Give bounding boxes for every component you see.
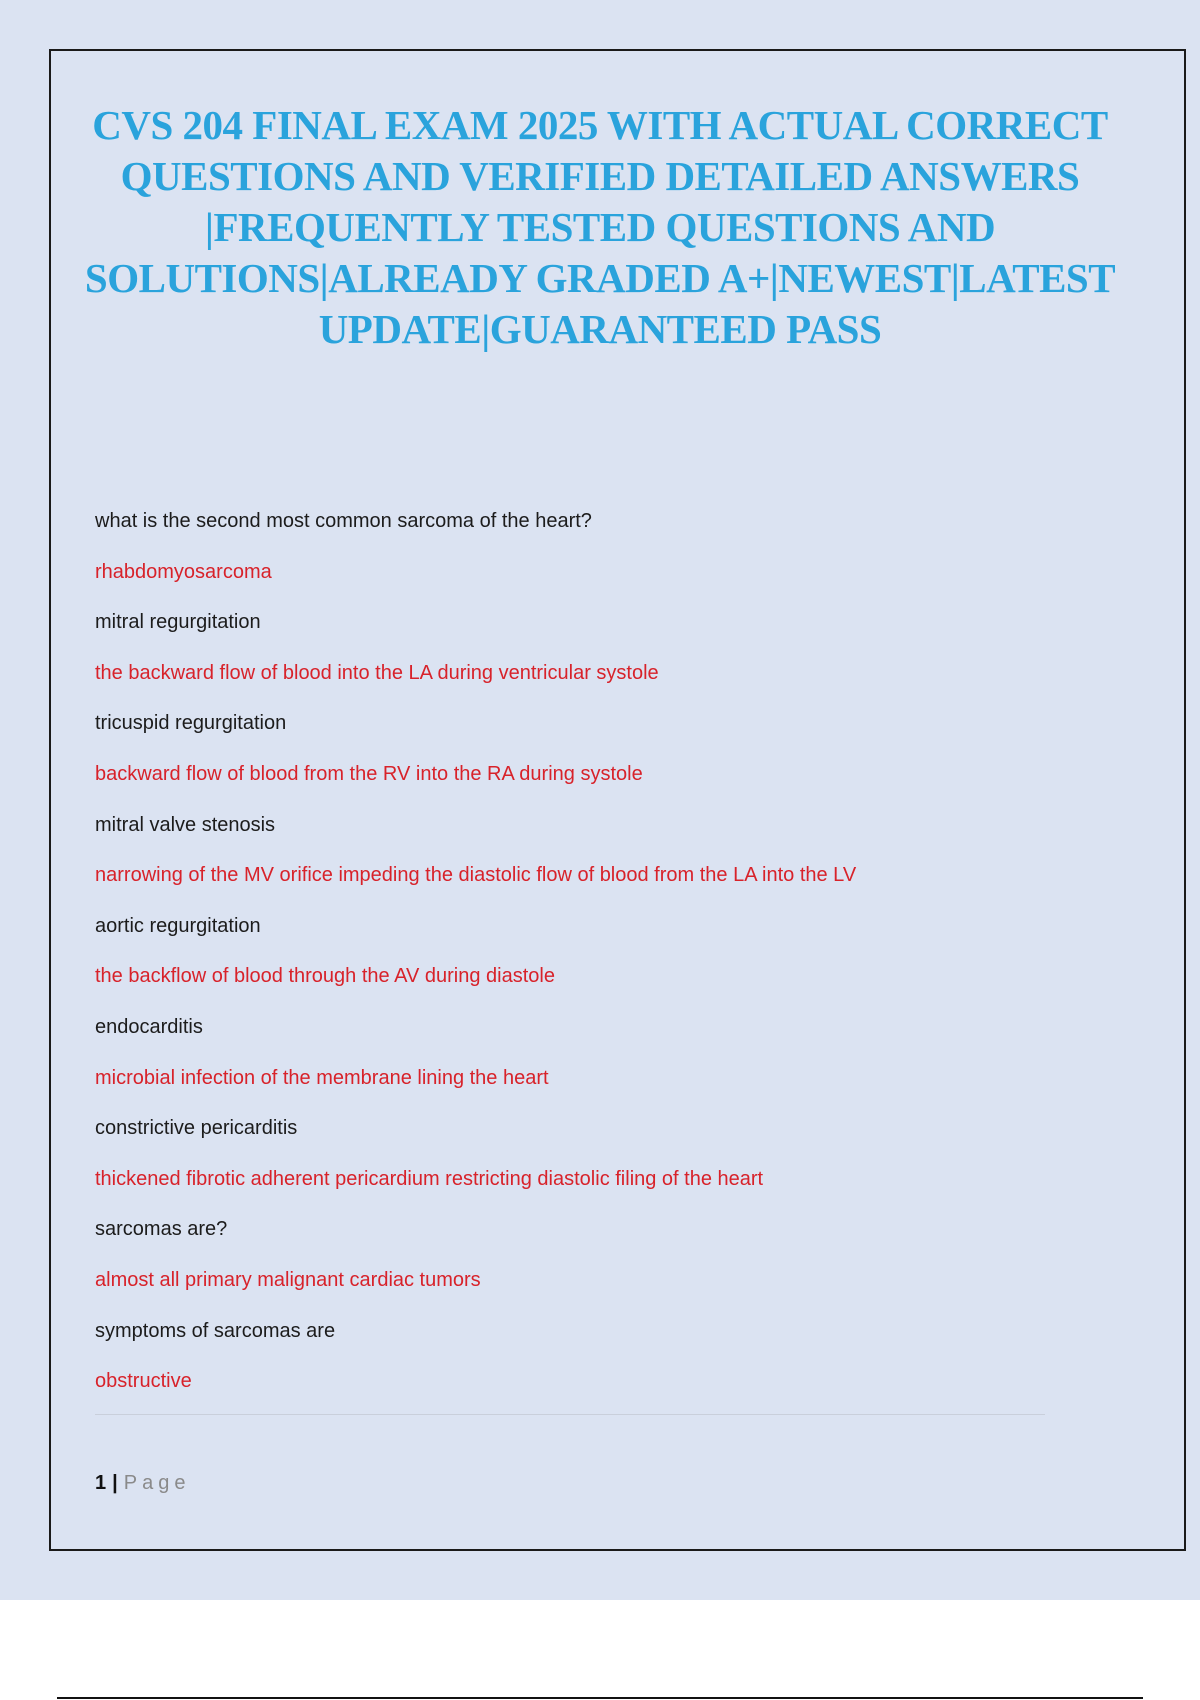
page-label: Page [123,1472,191,1494]
footer-separator: | [112,1472,118,1494]
answer-line: obstructive [95,1370,192,1393]
answer-line: almost all primary malignant cardiac tumors [95,1268,481,1291]
answer-line: the backward flow of blood into the LA during ventricular systole [95,661,659,684]
question-line: endocarditis [95,1015,203,1038]
answer-line: rhabdomyosarcoma [95,560,272,583]
qa-list [95,496,1055,1407]
footer-divider [95,1414,1045,1415]
page-footer [95,1468,190,1498]
answer-line: narrowing of the MV orifice impeding the diastolic flow of blood from the LA into the LV [95,864,857,887]
question-line: sarcomas are? [95,1218,228,1241]
question-line: what is the second most common sarcoma of the heart? [95,510,592,532]
question-line: symptoms of sarcomas are [95,1319,336,1342]
question-line: mitral valve stenosis [95,813,276,836]
question-line: constrictive pericarditis [95,1117,298,1140]
answer-line: the backflow of blood through the AV during diastole [95,965,555,988]
answer-line: microbial infection of the membrane lining the heart [95,1066,549,1089]
question-line: tricuspid regurgitation [95,712,287,735]
answer-line: backward flow of blood from the RV into the RA during systole [95,762,643,785]
answer-line: thickened fibrotic adherent pericardium restricting diastolic filing of the heart [95,1167,764,1190]
next-page-top-rule [57,1697,1143,1699]
page-number: 1 [95,1472,107,1494]
document-title: CVS 204 FINAL EXAM 2025 WITH ACTUAL CORRECT QUESTIONS AND VERIFIED DETAILED ANSWERS |FREQUENTLY TESTED QUESTIONS AND SOLUTIONS|ALREADY GRADED A+|NEWEST|LATEST UPDATE|GUARANTEED PASS [84,102,1116,352]
question-line: aortic regurgitation [95,914,261,937]
question-line: mitral regurgitation [95,611,261,634]
